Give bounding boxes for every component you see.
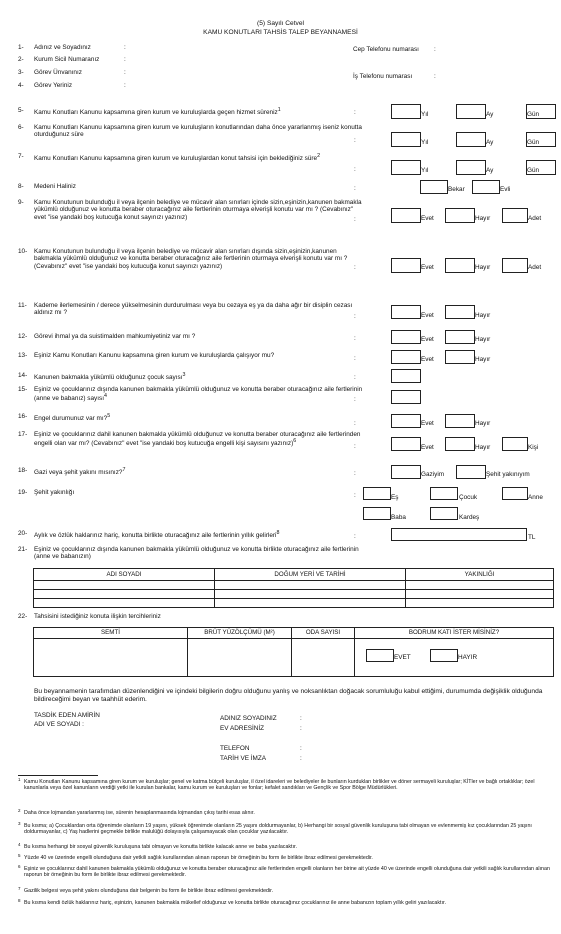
q18-veteran-box[interactable]: [391, 465, 421, 479]
col-district-header: SEMTİ: [34, 628, 188, 639]
day-label: Gün: [527, 139, 540, 146]
item-number: 14-: [18, 372, 28, 379]
colon: :: [434, 73, 436, 80]
declaration-text: Bu beyannamenin tarafımdan düzenlendiğini ve içindeki bilgilerin doğru olduğunu yanlış ve noksanlıktan doğacak sorumluluğu kabul ettiğimi, durumumda değişiklik olduğunda bildireceğimi beyan ve taahhüt ederim.: [34, 688, 543, 703]
count-label: Adet: [528, 215, 542, 222]
item-number: 6-: [18, 124, 24, 131]
q19-mother-box[interactable]: [502, 487, 528, 500]
item-number: 13-: [18, 352, 28, 359]
footnote-text: Daha önce lojmandan yararlanmış ise, sürenin hesaplanmasında lojmandan çıkış tarihi esas alınır.: [24, 810, 255, 816]
col-name-header: ADI SOYADI: [34, 569, 215, 581]
q7-text: Kamu Konutları Kanunu kapsamına giren kurum ve kuruluşlardan konut tahsisi için beklediğiniz süre$^2$: [34, 153, 321, 163]
cell[interactable]: [406, 590, 554, 599]
cell[interactable]: [292, 639, 355, 677]
q12-text: Görevi ihmal ya da suistimalden mahkumiyetiniz var mı ?: [34, 333, 196, 340]
q11-text: Kademe ilerlemesinin / derece yükselmesinin durdurulması veya bu cezaya eş ya da daha ağır bir disiplin cezası aldınız mı ?: [34, 302, 353, 317]
no-label: Hayır: [475, 215, 491, 222]
colon: :: [300, 715, 302, 722]
q18-text: Gazi veya şehit yakını mısınız?$^7$: [34, 467, 126, 477]
footnote-text: Bu kısma herhangi bir sosyal güvenlik kuruluşuna tabi olmayan ve konutta birlikte kalacak anne ve baba yazılacaktır.: [24, 844, 297, 850]
cell[interactable]: [215, 590, 406, 599]
colon: :: [354, 335, 356, 342]
q5-month-box[interactable]: [456, 104, 486, 119]
yes-label: Evet: [421, 336, 434, 343]
colon: :: [354, 313, 356, 320]
colon: :: [354, 137, 356, 144]
q14-count-box[interactable]: [391, 369, 421, 383]
q11-yes-box[interactable]: [391, 305, 421, 319]
colon: :: [354, 109, 356, 116]
colon: :: [354, 185, 356, 192]
footnote-number: 1: [18, 777, 21, 782]
cell[interactable]: [188, 639, 292, 677]
footnote-text: Yüzde 40 ve üzerinde engelli olunduğuna dair yetkili sağlık kurullarından alınan raporun bir örneğinin bu form ile birlikte ibraz edilmesi gerekmektedir.: [24, 855, 373, 861]
q12-yes-box[interactable]: [391, 330, 421, 344]
footnote-text: Bu kısma kendi özlük haklarınız hariç, eşinizin, kanunen bakmakla mükellef olduğunuz ve konutta birlikte oturacağınız çocuklarınız ile anne babanızın toplam yıllık geliri yazılacaktır.: [24, 900, 446, 906]
q5-year-box[interactable]: [391, 104, 421, 119]
item-number: 12-: [18, 333, 28, 340]
colon: :: [300, 745, 302, 752]
footnote-text: Gazilik belgesi veya şehit yakını olunduğuna dair belgenin bu form ile birlikte ibraz edilmesi gerekmektedir.: [24, 888, 274, 894]
q20-income-box[interactable]: [391, 528, 527, 541]
footnote-text: Kamu Konutları Kanunu kapsamına giren kurum ve kuruluşlar; genel ve katma bütçeli kuruluşlar, il özel idareleri ve belediyeler ile bunların kurdukları birlikler ve döner sermayeli kuruluşlar; KİTler ve bağlı ortaklıklar; özel kanunlarla veya özel kanunların verdiği yetki ile kurulan bankalar, kamu kurum ve kuruluşları ve fonlar; kefalet sandıkları ve Gençlik ve Spor Bölge Müdürlükleri.: [24, 779, 535, 792]
mother-label: Anne: [528, 494, 543, 501]
q17-text: Eşiniz ve çocuklarınız dahil kanunen bakmakla yükümlü olduğunuz ve konutta beraber oturacağınız aile fertlerinden engelli olan var mı? (Cevabınız" evet "ise yandaki boş kutucuğa engelli kişi sayısını yazınız)$^6$: [34, 431, 361, 448]
colon: :: [354, 216, 356, 223]
q21-text: Eşiniz ve çocuklarınız dışında kanunen bakmakla yükümlü olduğunuz ve konutta birlikte oturacağınız aile fertlerinin (anne ve babanızın): [34, 546, 359, 561]
q10-no-box[interactable]: [445, 258, 475, 273]
footnote-number: 3: [18, 821, 21, 826]
item-number: 10-: [18, 248, 28, 255]
col-birth-header: DOĞUM YERİ VE TARİHİ: [215, 569, 406, 581]
q12-no-box[interactable]: [445, 330, 475, 344]
basement-no-label: HAYIR: [458, 654, 478, 661]
q8-married-box[interactable]: [472, 180, 500, 194]
telephone-label: TELEFON: [220, 745, 250, 752]
day-label: Gün: [527, 111, 540, 118]
q9-no-box[interactable]: [445, 208, 475, 223]
q7-month-box[interactable]: [456, 160, 486, 175]
item-number: 2-: [18, 56, 24, 63]
colon: :: [434, 46, 436, 53]
martyr-relative-label: Şehit yakınıyım: [486, 471, 530, 478]
q7-year-box[interactable]: [391, 160, 421, 175]
item-number: 18-: [18, 467, 28, 474]
basement-yes-box[interactable]: [366, 649, 394, 662]
col-area-header: BRÜT YÜZÖLÇÜMÜ (M²): [188, 628, 292, 639]
mobile-phone-label: Cep Telefonu numarası: [353, 46, 419, 53]
item-number: 4-: [18, 82, 24, 89]
q16-yes-box[interactable]: [391, 414, 421, 428]
yes-label: Evet: [421, 312, 434, 319]
date-signature-label: TARİH VE İMZA: [220, 755, 267, 762]
applicant-name-label: ADINIZ SOYADINIZ: [220, 715, 277, 722]
q19-spouse-box[interactable]: [363, 487, 391, 500]
yes-label: Evet: [421, 215, 434, 222]
footnote-number: 6: [18, 864, 21, 869]
approver-title: TASDİK EDEN AMİRİN: [34, 712, 100, 719]
item-number: 21-: [18, 546, 28, 553]
footnote-number: 8: [18, 898, 21, 903]
day-label: Gün: [527, 167, 540, 174]
footnote-text: Eşiniz ve çocuklarınız dahil kanunen bakmakla yükümlü olduğunuz ve konutta beraber oturacağınız aile fertlerinden engelli olanların her birine ait yüzde 40 ve üzerinde engelli olunduğuna dair yetkili sağlık kurullarından alınan raporun bir örneğinin bu form ile birlikte ibraz edilmesi gerekmektedir.: [24, 866, 550, 879]
cell[interactable]: [406, 581, 554, 590]
item-number: 17-: [18, 431, 28, 438]
q19-sibling-box[interactable]: [430, 507, 458, 520]
q16-text: Engel durumunuz var mı?$^5$: [34, 413, 111, 423]
colon: :: [354, 420, 356, 427]
basement-yes-label: EVET: [394, 654, 411, 661]
colon: :: [124, 69, 126, 76]
footnote-number: 5: [18, 853, 21, 858]
q19-text: Şehit yakınlığı: [34, 489, 75, 496]
colon: :: [354, 264, 356, 271]
footnote-rule: [18, 775, 98, 776]
yes-label: Evet: [421, 420, 434, 427]
q11-no-box[interactable]: [445, 305, 475, 319]
q17-yes-box[interactable]: [391, 437, 421, 451]
single-label: Bekar: [448, 186, 465, 193]
q19-child-box[interactable]: [430, 487, 458, 500]
colon: :: [300, 725, 302, 732]
q10-count-box[interactable]: [502, 258, 528, 273]
family-table: [33, 568, 554, 608]
col-relation-header: YAKINLIĞI: [406, 569, 554, 581]
q18-martyr-box[interactable]: [456, 465, 486, 479]
spouse-label: Eş: [391, 494, 399, 501]
q13-no-box[interactable]: [445, 350, 475, 364]
form-number: (5) Sayılı Cetvel: [257, 20, 304, 27]
count-label: Adet: [528, 264, 542, 271]
footnote-number: 2: [18, 808, 21, 813]
child-label: Çocuk: [459, 494, 478, 501]
item-number: 5-: [18, 107, 24, 114]
item-number: 1-: [18, 44, 24, 51]
colon: :: [354, 470, 356, 477]
colon: :: [124, 44, 126, 51]
q8-single-box[interactable]: [420, 180, 448, 194]
q15-count-box[interactable]: [391, 390, 421, 404]
no-label: Hayır: [475, 312, 491, 319]
work-phone-label: İş Telefonu numarası: [353, 73, 413, 80]
sicil-label: Kurum Sicil Numaranız: [34, 56, 100, 63]
form-title: KAMU KONUTLARI TAHSİS TALEP BEYANNAMESİ: [203, 29, 358, 36]
q14-text: Kanunen bakmakla yükümlü olduğunuz çocuk sayısı$^3$: [34, 372, 186, 382]
q6-year-box[interactable]: [391, 132, 421, 147]
q13-yes-box[interactable]: [391, 350, 421, 364]
colon: :: [354, 166, 356, 173]
item-number: 8-: [18, 183, 24, 190]
footnote-text: Bu kısma; a) Çocuklardan orta öğrenimde olanların 19 yaşını, yüksek öğrenimde olanların 25 yaşını doldurmayanlar, b) Herhangi bir sosyal güvenlik kuruluşuna tabi olmayan ve evlenmemiş kız çocuklarından 25 yaşını doldurmayanlar, c) Yaş hadlerini geçmekle birlikte malulüğü dolayısıyla çalışamayacak olan çocuklar yazılacaktır.: [24, 823, 532, 836]
q17-no-box[interactable]: [445, 437, 475, 451]
item-number: 3-: [18, 69, 24, 76]
colon: :: [354, 443, 356, 450]
colon: :: [300, 755, 302, 762]
footnote-number: 4: [18, 842, 21, 847]
item-number: 7-: [18, 153, 24, 160]
colon: :: [124, 56, 126, 63]
col-basement-header: BODRUM KATI İSTER MİSİNİZ?: [355, 628, 554, 639]
q5-text: Kamu Konutları Kanunu kapsamına giren kurum ve kuruluşlarda geçen hizmet süreniz$^1$: [34, 107, 281, 117]
month-label: Ay: [486, 139, 494, 146]
married-label: Evli: [500, 186, 511, 193]
q9-text: Kamu Konutunun bulunduğu il veya ilçenin belediye ve mücavir alan sınırları içinde sizin,eşinizin,kanunen bakmakla yükümlü olduğunuz ve konutta beraber oturacağınız aile fertlerinin oturmaya elverişli konutu var mı ? (Cevabınız" evet "ise yandaki boş kutucuğa konut sayınızı yazınız): [34, 199, 362, 221]
year-label: Yıl: [421, 167, 429, 174]
q19-father-box[interactable]: [363, 507, 391, 520]
q13-text: Eşiniz Kamu Konutları Kanunu kapsamına giren kurum ve kuruluşlarda çalışıyor mu?: [34, 352, 275, 359]
q6-month-box[interactable]: [456, 132, 486, 147]
colon: :: [354, 396, 356, 403]
cell[interactable]: [215, 581, 406, 590]
footnote-number: 7: [18, 886, 21, 891]
person-label: Kişi: [528, 444, 539, 451]
item-number: 15-: [18, 386, 28, 393]
no-label: Hayır: [475, 336, 491, 343]
q20-text: Aylık ve özlük haklarınız hariç, konutta birlikte oturacağınız aile fertlerinin yıllık gelirleri$^8$: [34, 530, 280, 540]
cell[interactable]: [406, 599, 554, 608]
veteran-label: Gaziyim: [421, 471, 445, 478]
yes-label: Evet: [421, 444, 434, 451]
cell[interactable]: [215, 599, 406, 608]
sibling-label: Kardeş: [459, 514, 480, 521]
item-number: 9-: [18, 199, 24, 206]
colon: :: [124, 82, 126, 89]
cell[interactable]: [34, 599, 215, 608]
year-label: Yıl: [421, 139, 429, 146]
cell[interactable]: [34, 590, 215, 599]
no-label: Hayır: [475, 444, 491, 451]
title-label: Görev Ünvanınız: [34, 69, 82, 76]
item-number: 22-: [18, 613, 28, 620]
no-label: Hayır: [475, 420, 491, 427]
item-number: 11-: [18, 302, 27, 309]
colon: :: [354, 355, 356, 362]
colon: :: [354, 374, 356, 381]
month-label: Ay: [486, 111, 494, 118]
q9-count-box[interactable]: [502, 208, 528, 223]
q8-text: Medeni Haliniz: [34, 183, 76, 190]
q22-text: Tahsisini istediğiniz konuta ilişkin tercihleriniz: [34, 613, 161, 620]
year-label: Yıl: [421, 111, 429, 118]
item-number: 20-: [18, 530, 28, 537]
home-address-label: EV ADRESİNİZ: [220, 725, 265, 732]
yes-label: Evet: [421, 264, 434, 271]
item-number: 16-: [18, 413, 28, 420]
no-label: Hayır: [475, 356, 491, 363]
q10-yes-box[interactable]: [391, 258, 421, 273]
cell[interactable]: [34, 581, 215, 590]
no-label: Hayır: [475, 264, 491, 271]
approver-name-label: ADI VE SOYADI :: [34, 721, 84, 728]
basement-no-box[interactable]: [430, 649, 458, 662]
name-label: Adınız ve Soyadınız: [34, 44, 91, 51]
q9-yes-box[interactable]: [391, 208, 421, 223]
month-label: Ay: [486, 167, 494, 174]
cell[interactable]: [34, 639, 188, 677]
preference-table: [33, 627, 554, 677]
item-number: 19-: [18, 489, 28, 496]
yes-label: Evet: [421, 356, 434, 363]
location-label: Görev Yeriniz: [34, 82, 73, 89]
q16-no-box[interactable]: [445, 414, 475, 428]
q17-count-box[interactable]: [502, 437, 528, 451]
colon: :: [354, 492, 356, 499]
colon: :: [354, 533, 356, 540]
col-rooms-header: ODA SAYISI: [292, 628, 355, 639]
q15-text: Eşiniz ve çocuklarınız dışında kanunen bakmakla yükümlü olduğunuz ve konutta beraber oturacağınız aile fertlerinin (anne ve babanız) sayısı$^4$: [34, 386, 363, 403]
tl-label: TL: [528, 534, 536, 541]
q10-text: Kamu Konutunun bulunduğu il veya ilçenin belediye ve mücavir alan sınırları dışında sizin,eşinizin,kanunen bakmakla yükümlü olduğunuz ve konutta beraber oturacağınız aile fertlerinin oturmaya elverişli konutu var mı ? (Cevabınız" evet "ise yandaki boş kutucuğa konut sayınızı yazınız): [34, 248, 348, 270]
q6-text: Kamu Konutları Kanunu kapsamına giren kurum ve kuruluşların konutlarından daha önce yararlanmış iseniz konutta oturduğunuz süre: [34, 124, 362, 139]
father-label: Baba: [391, 514, 406, 521]
